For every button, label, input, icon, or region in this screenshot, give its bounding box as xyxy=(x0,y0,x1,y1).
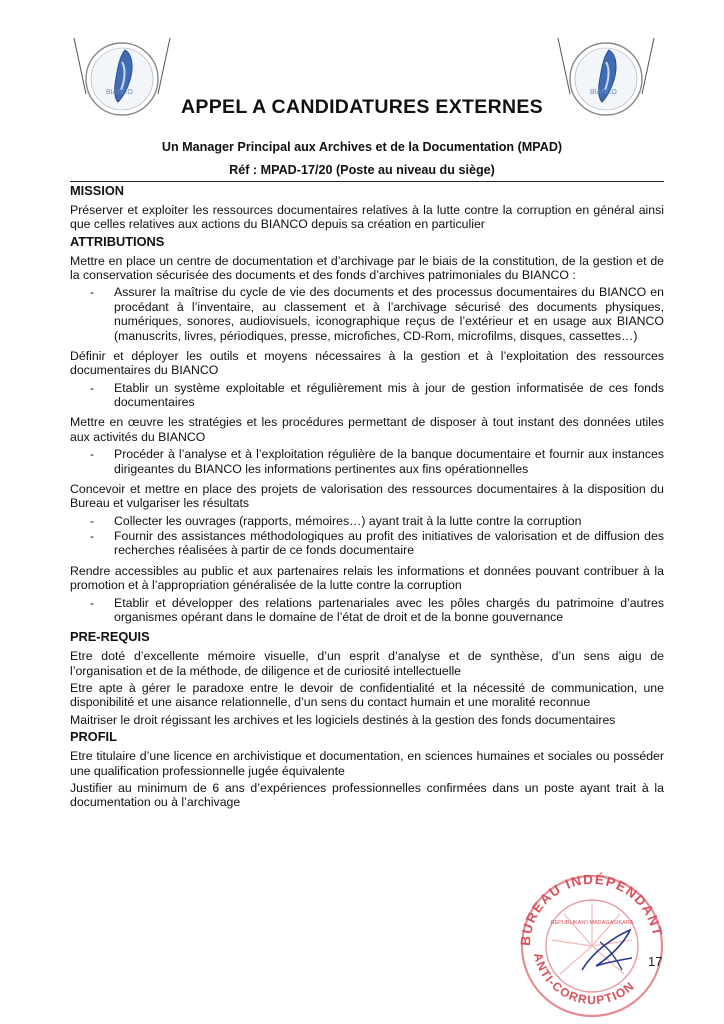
bullet-item: - Fournir des assistances méthodologiques au profit des initiatives de valorisation et de diffusion des recherches réalisées à partir de ce fonds documentaire xyxy=(70,529,664,558)
bullet-list xyxy=(70,285,664,343)
bullet-item: - Procéder à l’analyse et à l’exploitation régulière de la banque documentaire et fournir aux instances dirigeantes du BIANCO les informations pertinentes aux fins opérationnelles xyxy=(70,447,664,476)
bullet-list xyxy=(70,514,664,558)
bullet-item: - Collecter les ouvrages (rapports, mémoires…) ayant trait à la lutte contre la corruption xyxy=(70,514,664,528)
paragraph-group xyxy=(70,415,664,476)
paragraph-group xyxy=(70,349,664,410)
section-heading: PRE-REQUIS xyxy=(70,629,150,645)
section-attributions xyxy=(70,235,664,625)
paragraph-group xyxy=(70,564,664,625)
header-divider xyxy=(70,181,664,182)
paragraph: Mettre en œuvre les stratégies et les procédures permettant de disposer à tout instant des données utiles aux activités du BIANCO xyxy=(70,415,664,444)
paragraph: Préserver et exploiter les ressources documentaires relatives à la lutte contre la corruption en général ainsi que celles relatives aux actions du BIANCO depuis sa création en particulier xyxy=(70,202,664,232)
bullet-list xyxy=(70,381,664,410)
bullet-item: - Etablir un système exploitable et régulièrement mis à jour de gestion informatisée de ces fonds documentaires xyxy=(70,381,664,410)
document-title: APPEL A CANDIDATURES EXTERNES xyxy=(181,96,543,118)
paragraph: Etre titulaire d’une licence en archivistique et documentation, en sciences humaines et sociales ou posséder une qualification professionnelle jugée équivalente xyxy=(70,749,664,778)
paragraph-group xyxy=(70,749,664,778)
paragraph: Etre apte à gérer le paradoxe entre le devoir de confidentialité et la nécessité de communication, une disponibilité et une aisance relationnelle, d’un sens du contact humain et une moralité reconnue xyxy=(70,681,664,710)
section-profil xyxy=(70,730,664,809)
bullet-item: - Assurer la maîtrise du cycle de vie des documents et des processus documentaires du BIANCO en procédant à l’inventaire, au classement et à l’archivage sécurisé des documents physiques, numériques, sonores, audiovisuels, iconographique reçus de l’extérieur et en usage aux BIANCO (manuscrits, livres, périodiques, presse, microfiches, CD-Rom, microfilms, disques, cassettes…) xyxy=(70,285,664,343)
paragraph: Définir et déployer les outils et moyens nécessaires à la gestion et à l’exploitation des ressources documentaires du BIANCO xyxy=(70,348,664,378)
section-pre-requis xyxy=(70,630,664,727)
svg-text:BIANCO: BIANCO xyxy=(590,89,617,96)
section-heading: PROFIL xyxy=(70,729,117,745)
section-mission xyxy=(70,184,664,232)
paragraph: Justifier au minimum de 6 ans d’expériences professionnelles confirmées dans un poste ayant trait à la documentation ou à l’archivage xyxy=(70,780,664,810)
bullet-item: - Etablir et développer des relations partenariales avec les pôles chargés du patrimoine d’autres organismes opérant dans le domaine de l’état de droit et de la bonne gouvernance xyxy=(70,596,664,625)
paragraph-group xyxy=(70,254,664,343)
svg-text:REPUBLIKAN'I MADAGASIKARA: REPUBLIKAN'I MADAGASIKARA xyxy=(550,920,634,926)
svg-text:BIANCO: BIANCO xyxy=(106,89,133,96)
svg-text:ANTI-CORRUPTION: ANTI-CORRUPTION xyxy=(530,951,638,1008)
svg-text:BUREAU INDÉPENDANT: BUREAU INDÉPENDANT xyxy=(517,871,666,947)
paragraph-group xyxy=(70,781,664,810)
paragraph: Etre doté d’excellente mémoire visuelle, d’un esprit d’analyse et de synthèse, d’un sens aigu de l’organisation et de la méthode, de diligence et de curiosité intellectuelle xyxy=(70,649,664,678)
section-heading: MISSION xyxy=(70,183,125,198)
paragraph: Rendre accessibles au public et aux partenaires relais les informations et données pouvant contribuer à la promotion et à l’appropriation généralisée de la lutte contre la corruption xyxy=(70,563,664,593)
paragraph-group xyxy=(70,649,664,678)
page-number: 17 xyxy=(648,954,663,969)
paragraph-group xyxy=(70,681,664,710)
section-heading: ATTRIBUTIONS xyxy=(70,233,165,249)
position-subtitle: Un Manager Principal aux Archives et de la Documentation (MPAD) xyxy=(161,140,563,154)
reference-line: Réf : MPAD-17/20 (Poste au niveau du siège) xyxy=(229,163,495,177)
bullet-list xyxy=(70,447,664,476)
paragraph: Maitriser le droit régissant les archives et les logiciels destinés à la gestion des fonds documentaires xyxy=(70,712,616,727)
official-stamp xyxy=(512,866,672,1018)
paragraph: Mettre en place un centre de documentation et d’archivage par le biais de la constitution, de la gestion et de la conservation sécurisée des documents et des fonds d’archives patrimoniales du BIANCO : xyxy=(70,253,664,283)
bullet-list xyxy=(70,596,664,625)
paragraph-group xyxy=(70,713,664,727)
document-body xyxy=(70,184,664,813)
paragraph-group xyxy=(70,203,664,232)
paragraph: Concevoir et mettre en place des projets de valorisation des ressources documentaires à la disposition du Bureau et vulgariser les résultats xyxy=(70,481,664,511)
paragraph-group xyxy=(70,482,664,558)
